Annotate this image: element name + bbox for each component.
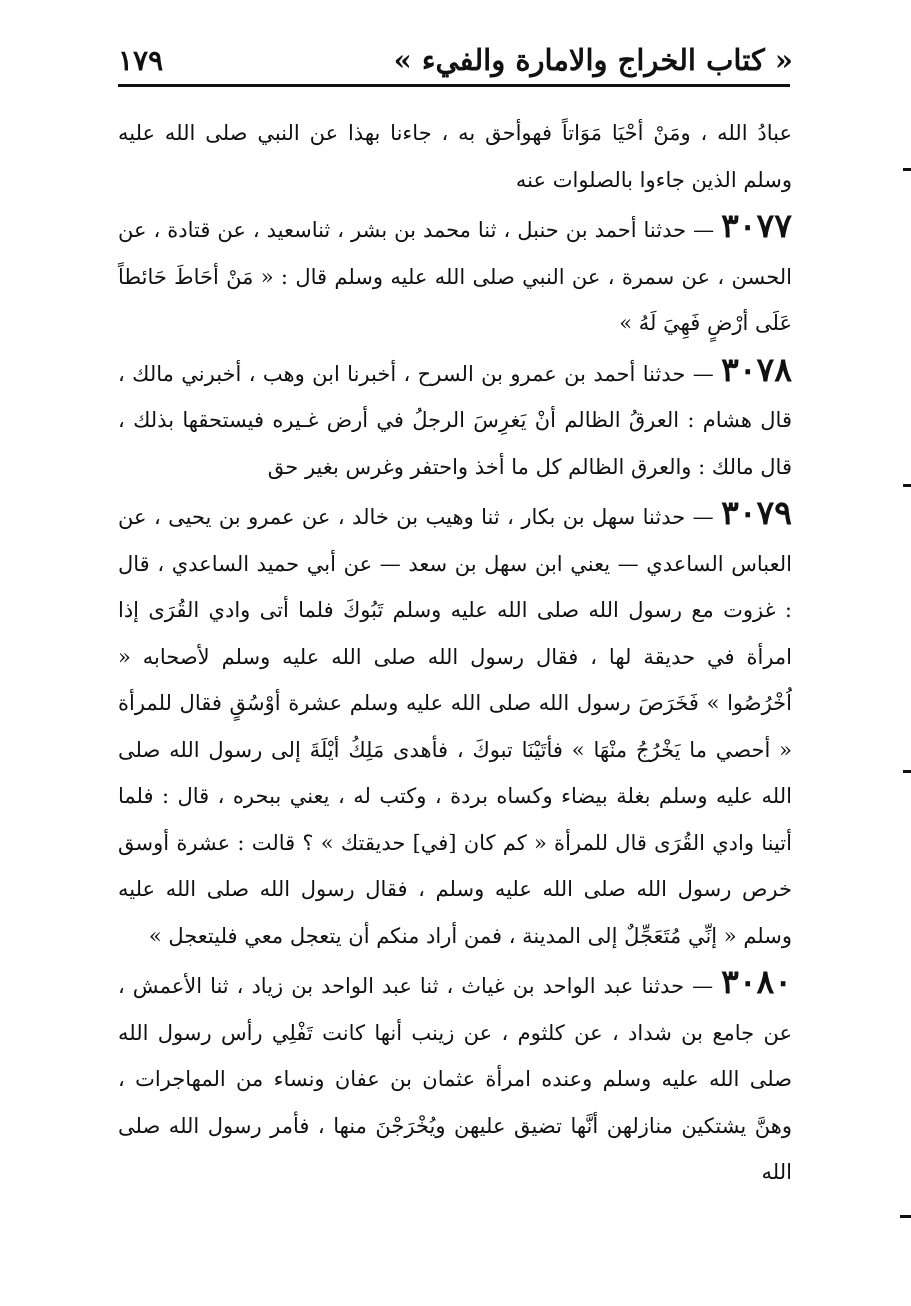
body-text (118, 110, 792, 1196)
hadith-number: ٣٠٧٧ (721, 206, 792, 245)
paragraph-text: — حدثنا أحمد بن حنبل ، ثنا محمد بن بشر ، ثناسعيد ، عن قتادة ، عن الحسن ، عن سمرة ، عن النبي صلى الله عليه وسلم قال : « مَنْ أحَاطَ حَائطاً عَلَى أرْضٍ فَهِيَ لَهُ » (118, 218, 792, 335)
paragraph-text: — حدثنا سهل بن بكار ، ثنا وهيب بن خالد ، عن عمرو بن يحيى ، عن العباس الساعدي — يعني ابن سهل بن سعد — عن أبي حميد الساعدي ، قال : غزوت مع رسول الله صلى الله عليه وسلم تَبُوكَ فلما أتى وادي القُرَى إذا امرأة في حديقة لها ، فقال رسول الله صلى الله عليه وسلم لأصحابه « اُخْرُصُوا » فَخَرَصَ رسول الله صلى الله عليه وسلم عشرة أوْسُقٍ فقال للمرأة « أحصي ما يَخْرُجُ منْهَا » فأتَيْنَا تبوكَ ، فأهدى مَلِكُ أيْلَةَ إلى رسول الله صلى الله عليه وسلم بغلة بيضاء وكساه بردة ، وكتب له ، يعني ببحره ، قال : فلما أتينا وادي القُرَى قال للمرأة « كم كان [في] حديقتك » ؟ قالت : عشرة أوسق خرص رسول الله صلى الله عليه وسلم ، فقال رسول الله صلى الله عليه وسلم « إنِّي مُتَعَجِّلٌ إلى المدينة ، فمن أراد منكم أن يتعجل معي فليتعجل » (118, 505, 792, 948)
paragraph-text: عبادُ الله ، ومَنْ أحْيَا مَوَاتاً فهوأحق به ، جاءنا بهذا عن النبي صلى الله عليه وسلم الذين جاءوا بالصلوات عنه (118, 121, 792, 192)
hadith-number: ٣٠٨٠ (721, 962, 792, 1001)
hadith-paragraph (118, 203, 792, 347)
running-header (118, 38, 793, 82)
header-rule (118, 84, 790, 87)
margin-mark (900, 1215, 911, 1218)
hadith-paragraph (118, 490, 792, 959)
page-number: ١٧٩ (118, 43, 164, 77)
paragraph-text: — حدثنا عبد الواحد بن غياث ، ثنا عبد الواحد بن زياد ، ثنا الأعمش ، عن جامع بن شداد ، عن كلثوم ، عن زينب أنها كانت تَفْلِي رأس رسول الله صلى الله عليه وسلم وعنده امرأة عثمان بن عفان ونساء من المهاجرات ، وهنَّ يشتكين منازلهن أنَّها تضيق عليهن ويُخْرَجْنَ منها ، فأمر رسول الله صلى الله (118, 974, 792, 1184)
hadith-number: ٣٠٧٨ (721, 349, 792, 389)
paragraph-continuation (118, 110, 792, 203)
running-title: « كتاب الخراج والامارة والفيء » (393, 43, 793, 77)
margin-mark (903, 168, 911, 171)
hadith-number: ٣٠٧٩ (721, 493, 792, 532)
margin-mark (903, 770, 911, 773)
paragraph-text: — حدثنا أحمد بن عمرو بن السرح ، أخبرنا ابن وهب ، أخبرني مالك ، قال هشام : العرقُ الظالم أنْ يَغرِسَ الرجلُ في أرض غـيره فيستحقها بذلك ، قال مالك : والعرق الظالم كل ما أخذ واحتفر وغرس بغير حق (118, 361, 792, 479)
margin-mark (903, 484, 911, 487)
hadith-paragraph (118, 959, 792, 1196)
hadith-paragraph (118, 347, 792, 491)
